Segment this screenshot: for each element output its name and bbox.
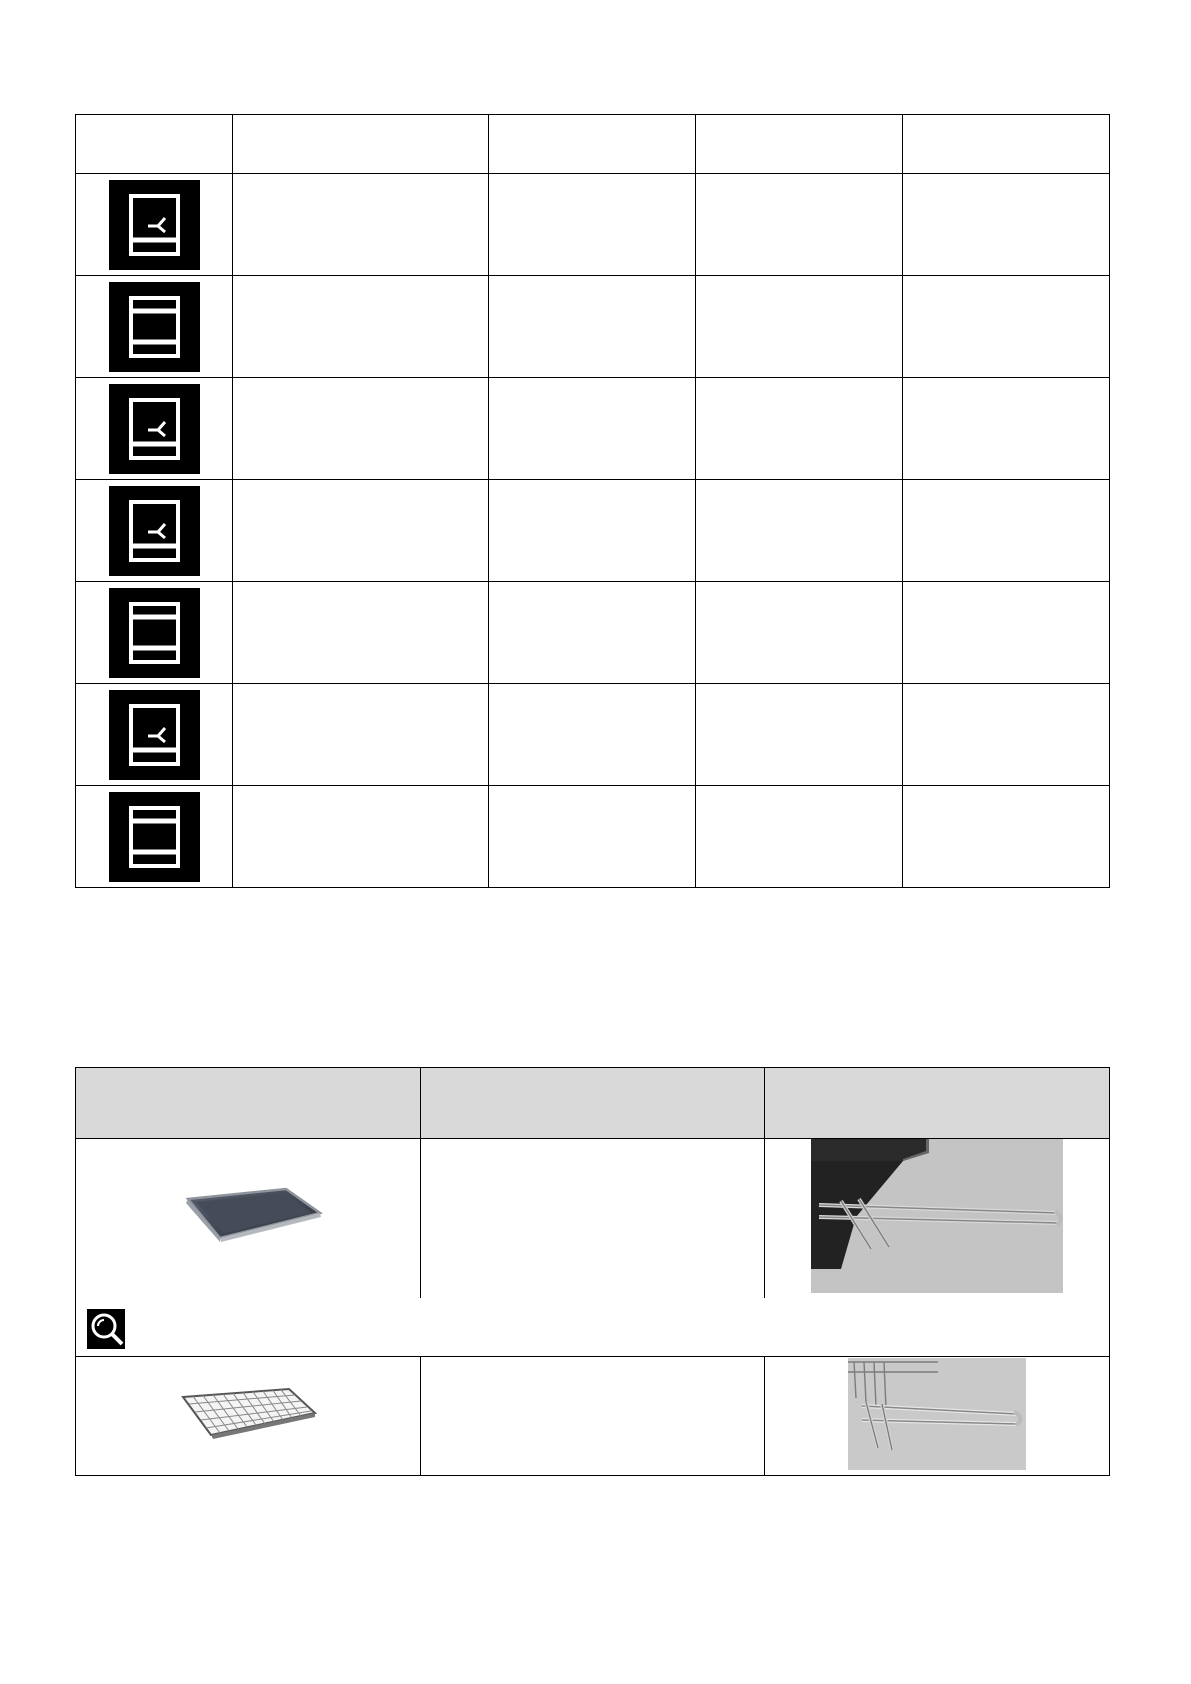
table-row [76,276,1110,378]
oven-top-bottom-heating-icon [109,282,200,372]
rack-on-rail-photo [848,1358,1026,1475]
table-cell [903,276,1110,378]
header-cell [696,115,903,174]
table-cell [489,480,696,582]
table-cell [489,378,696,480]
table-row [76,174,1110,276]
table-cell [233,480,489,582]
icon-cell [76,684,233,786]
table-row [76,582,1110,684]
table-header-row [76,1068,1110,1139]
table-cell [696,378,903,480]
table-cell [903,684,1110,786]
table-cell [903,378,1110,480]
table-row [76,1357,1110,1476]
table-cell [489,582,696,684]
table-header-row [76,115,1110,174]
table-row [76,480,1110,582]
icon-cell [76,378,233,480]
oven-fan-heating-icon [109,384,200,474]
header-cell [903,115,1110,174]
oven-top-bottom-heating-icon [109,588,200,678]
tray-on-rail-photo [811,1139,1063,1298]
table-cell [233,276,489,378]
table-row [76,1139,1110,1299]
note-row [76,1298,1110,1357]
table-cell [233,378,489,480]
table-cell [421,1357,765,1476]
header-cell [76,1068,421,1139]
table-cell [696,276,903,378]
icon-cell [76,174,233,276]
photo-cell [765,1357,1110,1476]
table-cell [421,1139,765,1299]
table-cell [489,174,696,276]
table-cell [903,480,1110,582]
table-cell [489,786,696,888]
baking-tray-cell [76,1139,421,1299]
icon-cell [76,276,233,378]
table-cell [903,786,1110,888]
table-row [76,684,1110,786]
magnifier-icon [87,1309,125,1349]
oven-fan-heating-icon [109,486,200,576]
header-cell [765,1068,1110,1139]
table-row [76,786,1110,888]
baking-tray-image [168,1176,328,1261]
table-cell [696,174,903,276]
icon-cell [76,480,233,582]
header-cell [76,115,233,174]
icon-cell [76,582,233,684]
table-cell [696,582,903,684]
table-cell [696,480,903,582]
table-cell [233,786,489,888]
oven-program-table [75,114,1110,888]
wire-rack-image [173,1379,323,1454]
table-cell [233,684,489,786]
accessories-table [75,1067,1110,1476]
table-cell [903,174,1110,276]
icon-cell [76,786,233,888]
wire-rack-cell [76,1357,421,1476]
oven-fan-heating-icon [109,180,200,270]
photo-cell [765,1139,1110,1299]
table-cell [489,276,696,378]
table-cell [696,786,903,888]
oven-top-bottom-heating-icon [109,792,200,882]
table-cell [233,174,489,276]
header-cell [489,115,696,174]
note-cell [76,1298,1110,1357]
oven-fan-heating-icon [109,690,200,780]
table-cell [233,582,489,684]
table-cell [489,684,696,786]
table-row [76,378,1110,480]
header-cell [233,115,489,174]
table-cell [696,684,903,786]
table-cell [903,582,1110,684]
header-cell [421,1068,765,1139]
